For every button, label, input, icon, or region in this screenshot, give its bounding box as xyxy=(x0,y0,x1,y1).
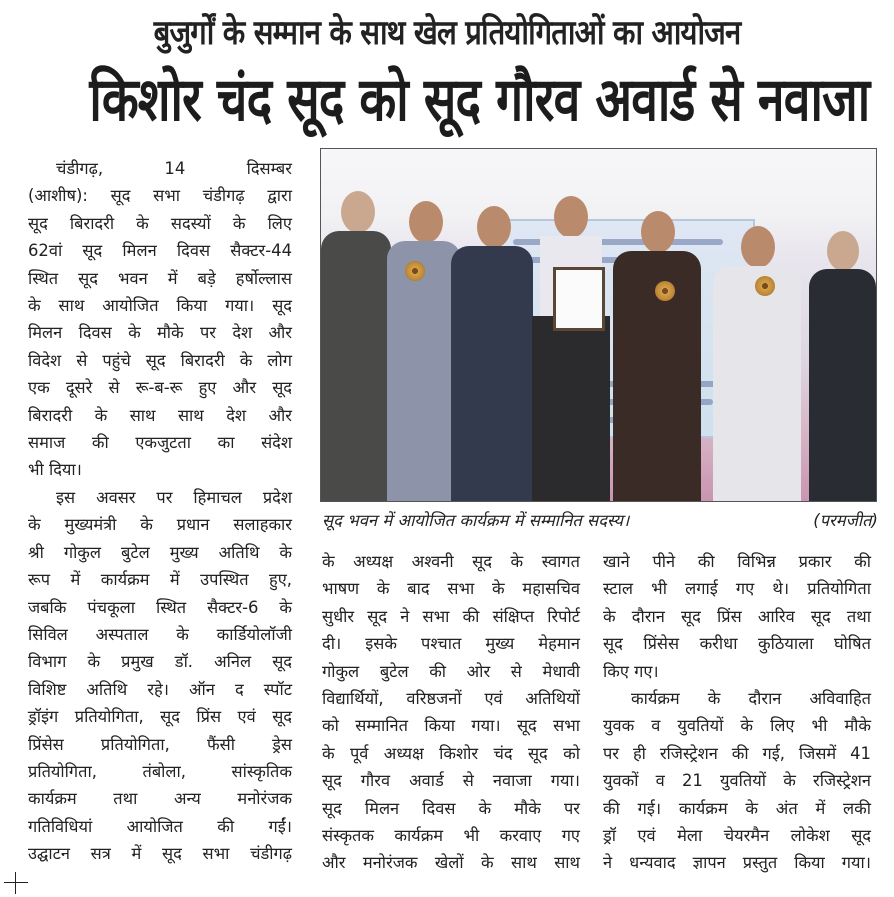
text-line: के दौरान सूद प्रिंस आरिव सूद तथा xyxy=(603,606,871,626)
text-line: के साथ आयोजित किया गया। सूद xyxy=(28,296,292,316)
text-line: उद्घाटन सत्र में सूद सभा चंडीगढ़ xyxy=(28,844,292,864)
subheadline: बुजुर्गों के सम्मान के साथ खेल प्रतियोगिताओं का आयोजन xyxy=(153,13,741,53)
text-line: विदेश से पहुंचे सूद बिरादरी के लोग xyxy=(28,350,292,370)
text-line: स्थित सूद भवन में बड़े हर्षोल्लास xyxy=(28,268,292,288)
text-line: विशिष्ट अतिथि रहे। ऑन द स्पॉट xyxy=(28,679,292,699)
text-line: सूद बिरादरी के सदस्यों के लिए xyxy=(28,213,292,233)
text-line: के अध्यक्ष अश्वनी सूद के स्वागत xyxy=(322,552,580,571)
text-line: दी। इसके पश्चात मुख्य मेहमान xyxy=(322,634,580,654)
text-line: मिलन दिवस के मौके पर देश और xyxy=(28,323,292,343)
article-column-2 xyxy=(322,548,580,877)
text-line: सूद प्रिंसेस करीधा कुठियाला घोषित xyxy=(603,634,871,654)
text-line: श्री गोकुल बुटेल मुख्य अतिथि के xyxy=(28,542,292,562)
text-line: ड्रॉ एवं मेला चेयरमैन लोकेश सूद xyxy=(603,826,871,846)
text-line: विद्यार्थियों, वरिष्ठजनों एवं अतिथियों xyxy=(322,689,580,709)
text-line: संस्कृतक कार्यक्रम भी करवाए गए xyxy=(322,826,580,846)
text-line: कार्यक्रम के दौरान अविवाहित xyxy=(631,689,871,709)
text-line: भाषण के बाद सभा के महासचिव xyxy=(322,579,580,599)
text-line: एक दूसरे से रू-ब-रू हुए और सूद xyxy=(28,378,292,398)
text-line: समाज की एकजुटता का संदेश xyxy=(28,433,292,453)
headline: किशोर चंद सूद को सूद गौरव अवार्ड से नवाजा xyxy=(89,65,870,135)
event-photo xyxy=(320,148,877,502)
text-line: के मुख्यमंत्री के प्रधान सलाहकार xyxy=(28,515,292,535)
text-line: युवक व युवतियों के लिए भी मौके xyxy=(603,716,871,736)
article-column-1 xyxy=(28,155,292,868)
text-line: सिविल अस्पताल के कार्डियोलॉजी xyxy=(28,624,292,644)
text-line: के पूर्व अध्यक्ष किशोर चंद सूद को xyxy=(322,743,580,763)
text-line: कार्यक्रम तथा अन्य मनोरंजक xyxy=(28,789,292,809)
text-line: बिरादरी के साथ साथ देश और xyxy=(28,405,292,425)
award-certificate xyxy=(553,267,605,331)
text-line: प्रिंसेस प्रतियोगिता, फैंसी ड्रेस xyxy=(28,734,292,754)
text-line: की गई। कार्यक्रम के अंत में लकी xyxy=(603,798,871,818)
text-line: सूद मिलन दिवस के मौके पर xyxy=(322,798,580,818)
photo-credit: (परमजीत) xyxy=(813,511,878,530)
text-line: सूद गौरव अवार्ड से नवाजा गया। xyxy=(322,771,580,791)
text-line: जबकि पंचकूला स्थित सैक्टर-6 के xyxy=(28,597,292,617)
caption-text: सूद भवन में आयोजित कार्यक्रम में सम्मानित सदस्य। xyxy=(322,511,630,530)
text-line: विभाग के प्रमुख डॉ. अनिल सूद xyxy=(28,652,292,672)
text-line: गोकुल बुटेल की ओर से मेधावी xyxy=(322,661,580,681)
text-line: गतिविधियां आयोजित की गईं। xyxy=(28,816,292,836)
photo-caption xyxy=(322,508,878,531)
article-column-3 xyxy=(603,548,871,877)
text-line: रूप में कार्यक्रम में उपस्थित हुए, xyxy=(28,570,292,590)
text-line: स्टाल भी लगाई गए थे। प्रतियोगिता xyxy=(603,579,871,599)
text-line: चंडीगढ़, 14 दिसम्बर xyxy=(56,159,292,178)
text-line: भी दिया। xyxy=(28,460,82,480)
text-line: खाने पीने की विभिन्न प्रकार की xyxy=(603,552,871,571)
text-line: पर ही रजिस्ट्रेशन की गई, जिसमें 41 xyxy=(603,743,871,763)
text-line: प्रतियोगिता, तंबोला, सांस्कृतिक xyxy=(28,761,292,781)
text-line: ड्रॉइंग प्रतियोगिता, सूद प्रिंस एवं सूद xyxy=(28,707,292,727)
text-line: को सम्मानित किया गया। सूद सभा xyxy=(322,716,580,736)
text-line: इस अवसर पर हिमाचल प्रदेश xyxy=(56,487,292,507)
text-line: सुधीर सूद ने सभा की संक्षिप्त रिपोर्ट xyxy=(322,606,580,626)
text-line: ने धन्यवाद ज्ञापन प्रस्तुत किया गया। xyxy=(603,853,871,873)
crop-mark-horizontal xyxy=(4,882,28,883)
text-line: 62वां सूद मिलन दिवस सैक्टर-44 xyxy=(28,241,292,261)
text-line: और मनोरंजक खेलों के साथ साथ xyxy=(322,853,580,873)
text-line: (आशीष): सूद सभा चंडीगढ़ द्वारा xyxy=(28,186,292,206)
text-line: युवकों व 21 युवतियों के रजिस्ट्रेशन xyxy=(603,771,871,791)
text-line: किए गए। xyxy=(603,661,659,681)
crop-mark-vertical xyxy=(15,872,16,894)
